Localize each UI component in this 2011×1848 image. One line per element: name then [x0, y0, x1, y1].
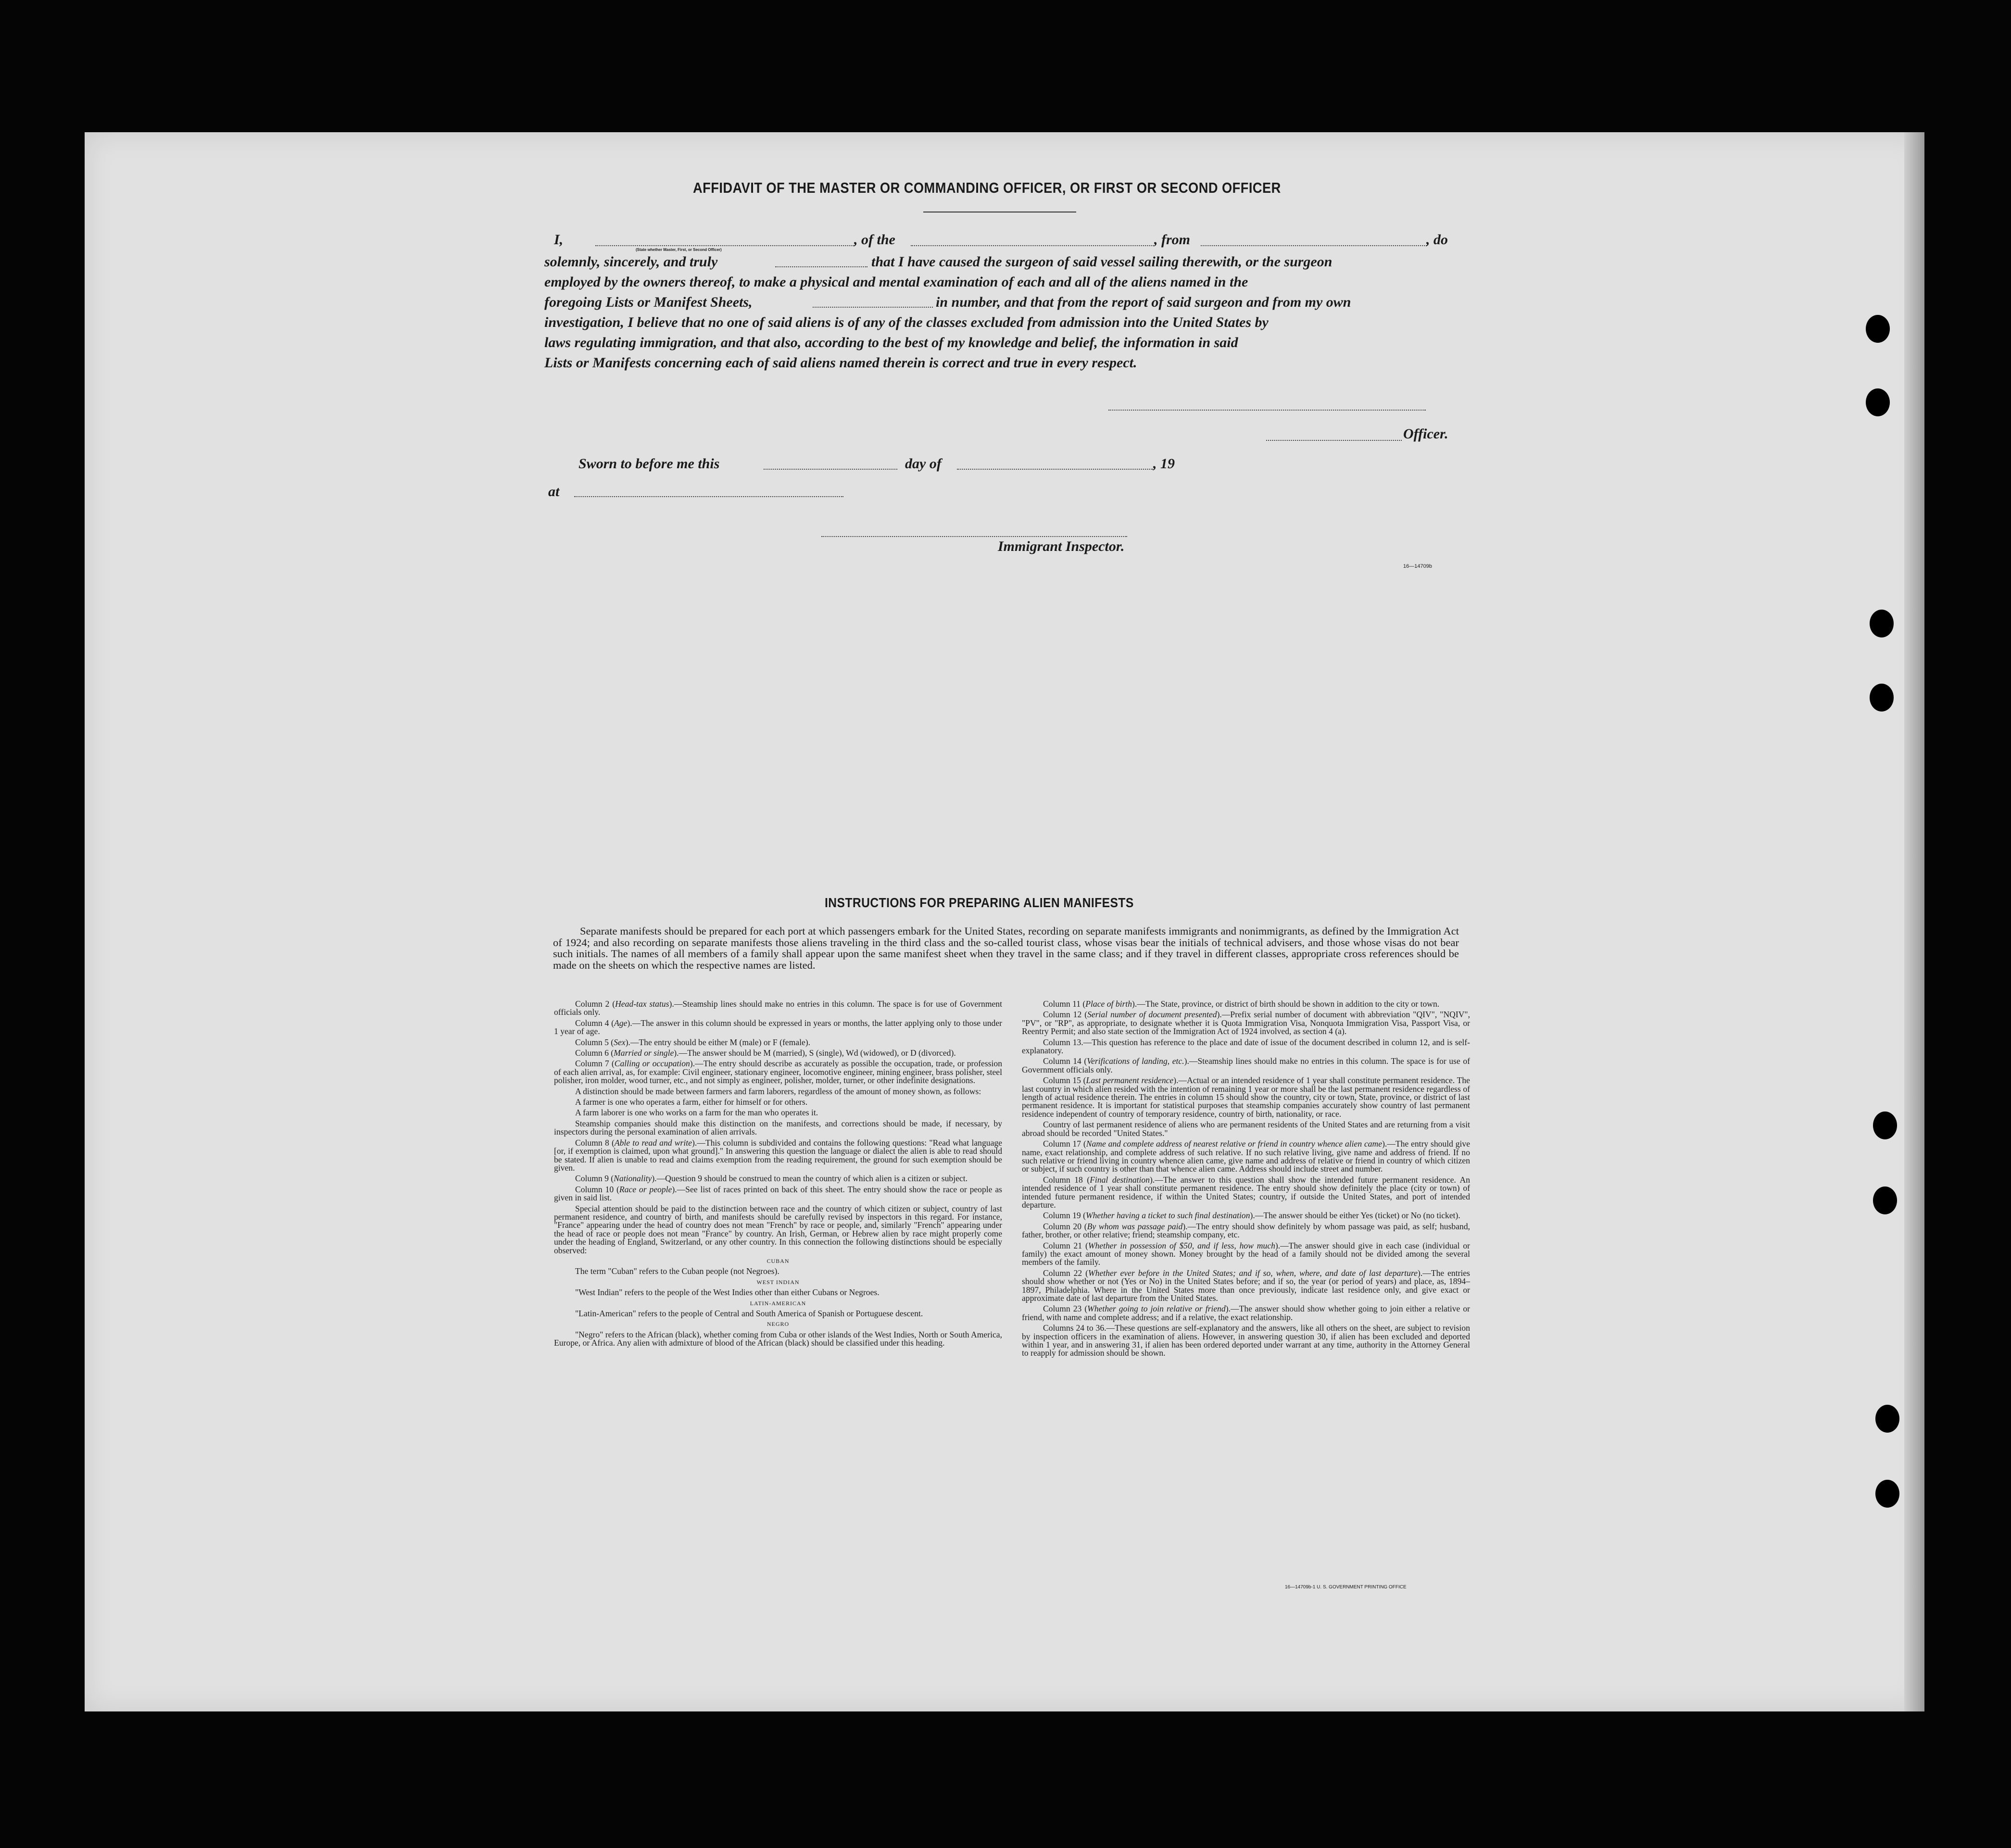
instruction-text: Special attention should be paid to the distinction between race and the country of which citizen or subject, country of last permanent residence, and country of birth, and manifests should be carefully revised by inspectors in this regard. For instance, "France" appearing under the head of country does not mean "French" by race or people, and, similarly "French" appearing under the head of race or people does not mean "France" by country. An Irish, German, or Hebrew alien by race might properly come under the heading of England, Switzerland, or any other country. In this connection the following distinctions should be especially observed: — [554, 1203, 1002, 1255]
affidavit-line4-rest: in number, and that from the report of said surgeon and from my own — [936, 294, 1351, 310]
vessel-blank[interactable] — [911, 245, 1154, 246]
column-title: Whether ever before in the United States; and if so, when, where, and date of last departure — [1088, 1268, 1418, 1278]
punch-hole — [1866, 315, 1890, 343]
instruction-text: ).—The entry should show definitely by whom passage was paid, as self; husband, father, brother, or other relative; friend; steamship company, etc. — [1022, 1221, 1471, 1240]
instruction-text: Country of last permanent residence of aliens who are permanent residents of the United States and are returning from a visit abroad should be recorded "United States." — [1022, 1120, 1470, 1138]
column-title: Final destination — [1090, 1174, 1150, 1185]
affidavit-line4-start: foregoing Lists or Manifest Sheets, — [544, 294, 753, 310]
instruction-paragraph — [554, 1098, 1002, 1106]
place-blank[interactable] — [574, 496, 843, 497]
instruction-paragraph — [554, 1000, 1002, 1017]
punch-hole — [1873, 1111, 1897, 1139]
affidavit-line3: employed by the owners thereof, to make a physical and mental examination of each and all of the aliens named in the — [544, 274, 1248, 290]
definition-text: "Latin-American" refers to the people of Central and South America of Spanish or Portuguese descent. — [575, 1309, 923, 1318]
column-ref: Column 4 ( — [575, 1018, 614, 1028]
column-title: Married or single — [614, 1048, 674, 1058]
column-ref: Column 20 ( — [1043, 1221, 1087, 1231]
affidavit-line6: laws regulating immigration, and that also, according to the best of my knowledge and belief, the information in said — [544, 335, 1238, 350]
instruction-paragraph — [1022, 1000, 1470, 1008]
instruction-text: ).—Steamship lines should make no entries in this column. The space is for use of Government officials only. — [554, 999, 1002, 1017]
column-title: Sex — [614, 1037, 626, 1047]
column-title: Verifications of landing, etc. — [1087, 1056, 1184, 1066]
instruction-text: ).—The answer in this column should be expressed in years or months, the latter applying only to those under 1 year of age. — [554, 1018, 1002, 1036]
column-ref: Column 8 ( — [575, 1137, 615, 1148]
punch-hole — [1873, 1186, 1897, 1214]
instruction-paragraph — [1022, 1176, 1470, 1210]
affidavit-title: AFFIDAVIT OF THE MASTER OR COMMANDING OFFICER, OR FIRST OR SECOND OFFICER — [693, 179, 1281, 196]
date-blank[interactable] — [775, 266, 867, 267]
sworn-month-blank[interactable] — [957, 469, 1153, 470]
column-title: Last permanent residence — [1086, 1075, 1174, 1086]
day-of-label: day of — [905, 456, 942, 472]
officer-label: Officer. — [1403, 426, 1448, 442]
instruction-paragraph — [1022, 1324, 1470, 1358]
instruction-paragraph — [554, 1139, 1002, 1173]
column-ref: Column 7 ( — [575, 1059, 615, 1069]
instruction-text: ).—The entries should show whether or not (Yes or No) in the United States before; and if so, the year (or period of years) and place, as, 1894–1897, Philadelphia. Where in the United States more than once previously, indicate last residence only, and give exact or approximate date of last departure from the United States. — [1022, 1268, 1471, 1303]
instruction-paragraph — [554, 1109, 1002, 1117]
column-title: Calling or occupation — [614, 1059, 690, 1069]
instruction-paragraph — [1022, 1038, 1470, 1055]
instruction-text: ).—The answer to this question shall show the intended future permanent residence. An intended residence of 1 year shall constitute permanent residence. The entry should show definitely the place (city or town) of intended future permanent residence, if within the United States; country, if outside the United States, and port of intended departure. — [1022, 1174, 1470, 1210]
column-ref: Column 23 ( — [1043, 1304, 1088, 1314]
instruction-text: ).—Question 9 should be construed to mean the country of which alien is a citizen or subject. — [652, 1174, 968, 1184]
column-ref: Column 10 ( — [575, 1184, 619, 1194]
instruction-paragraph — [1022, 1057, 1470, 1074]
instruction-text: ).—The entry should give name, exact relationship, and complete address of such relative. If no such relative living, give name and address of friend. If no such relative or friend living in country whence alien came, give name and address of relative or friend in country of which citizen or subject, if such country is other than that whence alien came. Address should include street and number. — [1022, 1139, 1471, 1174]
instruction-text: ).—The answer should show whether going to join either a relative or friend, with name and complete address; and if a relative, the exact relationship. — [1022, 1304, 1470, 1322]
instruction-paragraph — [554, 1120, 1002, 1136]
affidavit-line2-start: solemnly, sincerely, and truly — [544, 254, 718, 270]
column-title: Race or people — [619, 1184, 672, 1194]
signature-line[interactable] — [1108, 410, 1426, 411]
column-ref: Column 18 ( — [1043, 1174, 1090, 1185]
instruction-text: A distinction should be made between farmers and farm laborers, regardless of the amount of money shown, as follows: — [575, 1086, 981, 1096]
column-title: Whether in possession of $50, and if less, how much — [1088, 1240, 1275, 1250]
affidavit-line5: investigation, I believe that no one of said aliens is of any of the classes excluded from admission into the United States by — [544, 314, 1269, 330]
column-title: Head-tax status — [615, 999, 669, 1009]
column-ref: Column 17 ( — [1043, 1139, 1086, 1149]
column-ref: Column 6 ( — [575, 1048, 614, 1058]
definition-heading: LATIN-AMERICAN — [750, 1299, 806, 1307]
definition-heading: NEGRO — [767, 1321, 790, 1328]
instruction-paragraph — [554, 1174, 1002, 1183]
column-title: Serial number of document presented — [1087, 1010, 1217, 1020]
definition-text: The term "Cuban" refers to the Cuban people (not Negroes). — [575, 1266, 779, 1276]
instruction-text: ).—The answer should be either Yes (ticket) or No (no ticket). — [1250, 1211, 1460, 1221]
instruction-text: ).—The answer should be M (married), S (single), Wd (widowed), or D (divorced). — [674, 1048, 956, 1058]
instruction-text: ).—See list of races printed on back of this sheet. The entry should show the race or people as given in said list. — [554, 1184, 1002, 1203]
column-ref: Column 2 ( — [575, 999, 616, 1009]
column-ref: Column 19 ( — [1043, 1211, 1086, 1221]
column-ref: Column 12 ( — [1043, 1010, 1088, 1020]
inspector-label: Immigrant Inspector. — [998, 538, 1125, 554]
punch-hole — [1875, 1405, 1899, 1433]
column-title: Name and complete address of nearest relative or friend in country whence alien came — [1086, 1139, 1383, 1149]
instruction-paragraph — [554, 1049, 1002, 1057]
instruction-paragraph — [554, 1038, 1002, 1047]
instruction-text: ).—The answer should give in each case (individual or family) the exact amount of money shown. Money brought by the head of a family should not be divided among the several members of the family. — [1022, 1240, 1470, 1267]
officer-rank-blank[interactable] — [595, 245, 855, 246]
column-title: Able to read and write — [614, 1137, 692, 1148]
affidavit-do: , do — [1426, 232, 1448, 248]
instruction-paragraph — [1022, 1076, 1470, 1118]
year-label: , 19 — [1153, 456, 1175, 472]
instruction-paragraph — [1022, 1140, 1470, 1174]
page-edge-shadow — [1904, 132, 1924, 1711]
instructions-left-column — [554, 1000, 1002, 1350]
port-blank[interactable] — [1201, 245, 1427, 246]
sworn-day-blank[interactable] — [764, 469, 897, 470]
instruction-text: ).—The entry should describe as accurately as possible the occupation, trade, or profession of each alien arrival, as, for example: Civil engineer, stationary engineer, locomotive engineer, mining engineer, brass polisher, steel polisher, iron molder, wood turner, etc., and not simply as engineer, polisher, molder, turner, or other indefinite designations. — [554, 1059, 1002, 1086]
instruction-paragraph — [554, 1060, 1002, 1085]
instruction-text: ).—This column is subdivided and contains the following questions: "Read what language [or, if exemption is claimed, upon what ground]." In answering this question the language or dialect the alien is able to read should be stated. If alien is unable to read and claims exemption from the reading requirement, the ground for such exemption should be given. — [554, 1137, 1002, 1173]
definition-text: "West Indian" refers to the people of the West Indies other than either Cubans or Negroes. — [575, 1287, 880, 1298]
instruction-text: ).—The State, province, or district of birth should be shown in addition to the city or town. — [1132, 999, 1440, 1009]
affidavit-i: I, — [554, 232, 564, 248]
instruction-paragraph — [554, 1019, 1002, 1036]
instruction-paragraph — [554, 1087, 1002, 1096]
definition-heading: WEST INDIAN — [756, 1278, 800, 1286]
column-ref: Column 22 ( — [1043, 1268, 1089, 1278]
instruction-text: ).—The entry should be either M (male) or F (female). — [625, 1037, 811, 1047]
affidavit-from: , from — [1154, 232, 1190, 248]
instructions-intro: Separate manifests should be prepared for each port at which passengers embark for the United States, recording on separate manifests immigrants and nonimmigrants, as defined by the Immigration Act of 1924; and also recording on separate manifests those aliens traveling in the third class and the so-called tourist class, whose visas bear the initials of technical advisers, and those whose visas do not bear such initials. The names of all members of a family shall appear upon the same manifest sheet when they travel in the same class; and if they travel in different classes, appropriate cross references should be made on the sheets on which the respective names are listed. — [553, 925, 1459, 971]
definition-text: "Negro" refers to the African (black), whether coming from Cuba or other islands of the West Indies, North or South America, Europe, or Africa. Any alien with admixture of blood of the African (black) should be classified under this heading. — [554, 1329, 1002, 1348]
sheets-count-blank[interactable] — [813, 307, 933, 308]
punch-hole — [1870, 610, 1894, 637]
instruction-text: ).—Actual or an intended residence of 1 year shall constitute permanent residence. The last country in which alien resided with the intention of remaining 1 year or more shall be the last permanent residence regardless of length of actual residence therein. The entries in column 15 should show the country, city or town, State, province, or district of last permanent residence. It is important for statistical purposes that steamship companies accurately show country of last permanent residence independent of country of temporary residence, country of birth, nationality, or race. — [1022, 1075, 1470, 1119]
sworn-label: Sworn to before me this — [578, 456, 720, 472]
column-title: Whether going to join relative or friend — [1087, 1304, 1226, 1314]
instruction-text: A farm laborer is one who works on a farm for the man who operates it. — [575, 1108, 818, 1118]
instruction-paragraph — [1022, 1269, 1470, 1303]
punch-hole — [1870, 684, 1894, 712]
column-title: Whether having a ticket to such final destination — [1085, 1211, 1250, 1221]
print-footer: 16—14709b-1 U. S. GOVERNMENT PRINTING OFFICE — [1285, 1585, 1407, 1590]
instruction-paragraph — [1022, 1305, 1470, 1322]
instruction-paragraph — [1022, 1011, 1470, 1036]
affidavit-line7: Lists or Manifests concerning each of said aliens named therein is correct and true in every respect. — [544, 355, 1137, 371]
inspector-signature-line[interactable] — [821, 536, 1127, 537]
instruction-paragraph — [554, 1205, 1002, 1255]
column-title: Nationality — [614, 1174, 652, 1184]
instruction-text: ).—Steamship lines should make no entries in this column. The space is for use of Government officials only. — [1022, 1056, 1471, 1074]
affidavit-of-the: , of the — [854, 232, 895, 248]
instruction-text: A farmer is one who operates a farm, either for himself or for others. — [575, 1097, 808, 1107]
instruction-text: Steamship companies should make this distinction on the manifests, and corrections should be made, if necessary, by inspectors during the personal examination of alien arrivals. — [554, 1118, 1002, 1137]
officer-title-line[interactable] — [1266, 440, 1402, 441]
instruction-text: Column 13.—This question has reference to the place and date of issue of the document described in column 12, and is self-explanatory. — [1022, 1037, 1470, 1056]
column-ref: Column 11 ( — [1043, 999, 1086, 1009]
instructions-title: INSTRUCTIONS FOR PREPARING ALIEN MANIFESTS — [825, 895, 1134, 910]
punch-hole — [1875, 1480, 1899, 1508]
form-number: 16—14709b — [1403, 563, 1432, 569]
rank-note: (State whether Master, First, or Second Officer) — [636, 248, 722, 252]
punch-hole — [1866, 388, 1890, 416]
instruction-paragraph — [1022, 1121, 1470, 1137]
column-ref: Column 14 ( — [1043, 1056, 1087, 1066]
column-ref: Column 9 ( — [575, 1174, 614, 1184]
column-title: By whom was passage paid — [1087, 1221, 1183, 1231]
instruction-paragraph — [554, 1186, 1002, 1202]
column-ref: Column 15 ( — [1043, 1075, 1086, 1086]
instruction-paragraph — [1022, 1211, 1470, 1220]
instructions-right-column — [1022, 1000, 1470, 1360]
at-label: at — [548, 484, 560, 499]
column-ref: Column 21 ( — [1043, 1240, 1088, 1250]
instruction-text: ).—Prefix serial number of document with abbreviation "QIV", "NQIV", "PV", or "RP", as appropriate, to designate whether it is Quota Immigration Visa, Nonquota Immigration Visa, Passport Visa, or Reentry Permit; and also state section of the Immigration Act of 1924 involved, as section 4 (a). — [1022, 1010, 1471, 1036]
instruction-text: Columns 24 to 36.—These questions are self-explanatory and the answers, like all others on the sheet, are subject to revision by inspection officers in the examination of aliens. However, in answering question 30, if alien has been excluded and deported within 1 year, and in answering 31, if alien has been ordered deported under warrant at any time, authority in the Attorney General to reapply for admission should be shown. — [1022, 1323, 1470, 1358]
instruction-paragraph — [1022, 1223, 1470, 1239]
column-title: Age — [614, 1018, 628, 1028]
column-title: Place of birth — [1085, 999, 1132, 1009]
definition-heading: CUBAN — [767, 1257, 790, 1264]
affidavit-line2-rest: that I have caused the surgeon of said vessel sailing therewith, or the surgeon — [871, 254, 1332, 270]
instruction-paragraph — [1022, 1242, 1470, 1267]
column-ref: Column 5 ( — [575, 1037, 614, 1047]
